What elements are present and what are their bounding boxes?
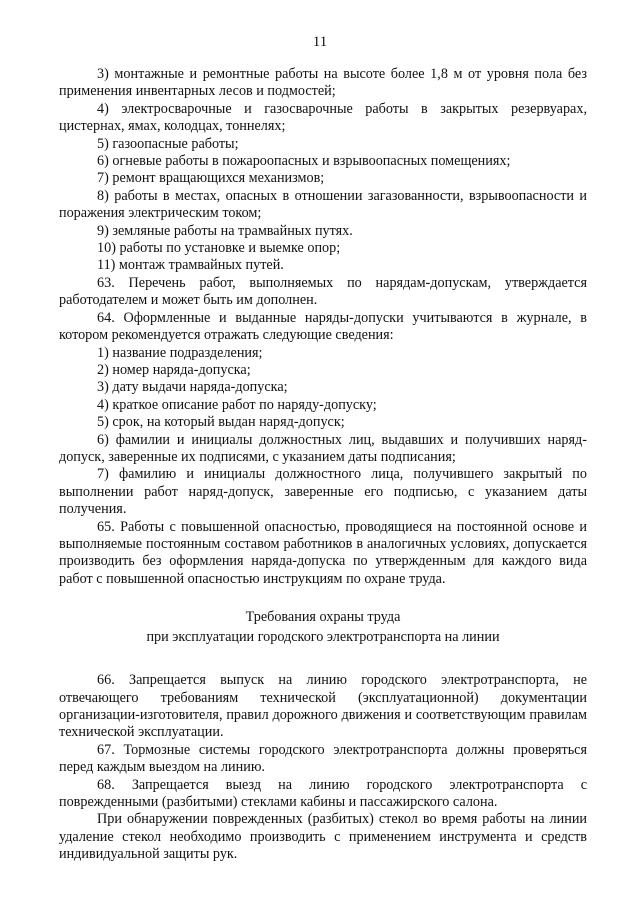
clause-66: 66. Запрещается выпуск на линию городского электротранспорта, не отвечающего требованиям технической (эксплуатационной) документации организации-изготовителя, правил дорожного движения и соответствующим правилам технической эксплуатации. <box>59 672 587 741</box>
list-item-5: 5) газоопасные работы; <box>97 135 239 152</box>
list-item-11: 11) монтаж трамвайных путей. <box>97 257 284 274</box>
document-body <box>59 66 587 864</box>
journal-item-5: 5) срок, на который выдан наряд-допуск; <box>97 414 345 431</box>
section-heading-line-1: Требования охраны труда <box>245 609 401 626</box>
journal-item-4: 4) краткое описание работ по наряду-допуску; <box>97 396 377 413</box>
journal-item-6: 6) фамилии и инициалы должностных лиц, выдавших и получивших наряд-допуск, заверенные их подписями, с указанием даты подписания; <box>59 431 587 465</box>
list-item-9: 9) земляные работы на трамвайных путях. <box>97 222 353 239</box>
list-item-6: 6) огневые работы в пожароопасных и взрывоопасных помещениях; <box>97 153 511 170</box>
list-item-3: 3) монтажные и ремонтные работы на высоте более 1,8 м от уровня пола без применения инвентарных лесов и подмостей; <box>59 66 587 100</box>
journal-item-3: 3) дату выдачи наряда-допуска; <box>97 379 288 396</box>
page-number: 11 <box>312 34 328 50</box>
clause-67: 67. Тормозные системы городского электротранспорта должны проверяться перед каждым выездом на линию. <box>59 741 587 776</box>
section-heading <box>59 607 587 647</box>
list-item-4: 4) электросварочные и газосварочные работы в закрытых резервуарах, цистернах, ямах, колодцах, тоннелях; <box>59 100 587 135</box>
list-item-8: 8) работы в местах, опасных в отношении загазованности, взрывоопасности и поражения электрическим током; <box>59 187 587 222</box>
clause-63: 63. Перечень работ, выполняемых по нарядам-допускам, утверждается работодателем и может быть им дополнен. <box>59 274 587 309</box>
clause-68-continuation: При обнаружении поврежденных (разбитых) стекол во время работы на линии удаление стекол необходимо производить с применением инструмента и средств индивидуальной защиты рук. <box>59 811 587 863</box>
clause-64: 64. Оформленные и выданные наряды-допуски учитываются в журнале, в котором рекомендуется отражать следующие сведения: <box>59 309 587 344</box>
list-item-10: 10) работы по установке и выемке опор; <box>97 240 341 257</box>
journal-item-2: 2) номер наряда-допуска; <box>97 361 251 378</box>
section-heading-line-2: при эксплуатации городского электротранспорта на линии <box>146 629 500 646</box>
list-item-7: 7) ремонт вращающихся механизмов; <box>97 170 325 187</box>
journal-item-1: 1) название подразделения; <box>97 344 263 361</box>
clause-65: 65. Работы с повышенной опасностью, проводящиеся на постоянной основе и выполняемые постоянным составом работников в аналогичных условиях, допускается производить без оформления наряда-допуска по утвержденным для каждого вида работ с повышенной опасностью инструкциям по охране труда. <box>59 518 587 587</box>
clause-68: 68. Запрещается выезд на линию городского электротранспорта с поврежденными (разбитыми) стеклами кабины и пассажирского салона. <box>59 776 587 811</box>
journal-item-7: 7) фамилию и инициалы должностного лица, получившего закрытый по выполнении работ наряд-допуск, заверенные его подписью, с указанием даты получения. <box>59 466 587 518</box>
